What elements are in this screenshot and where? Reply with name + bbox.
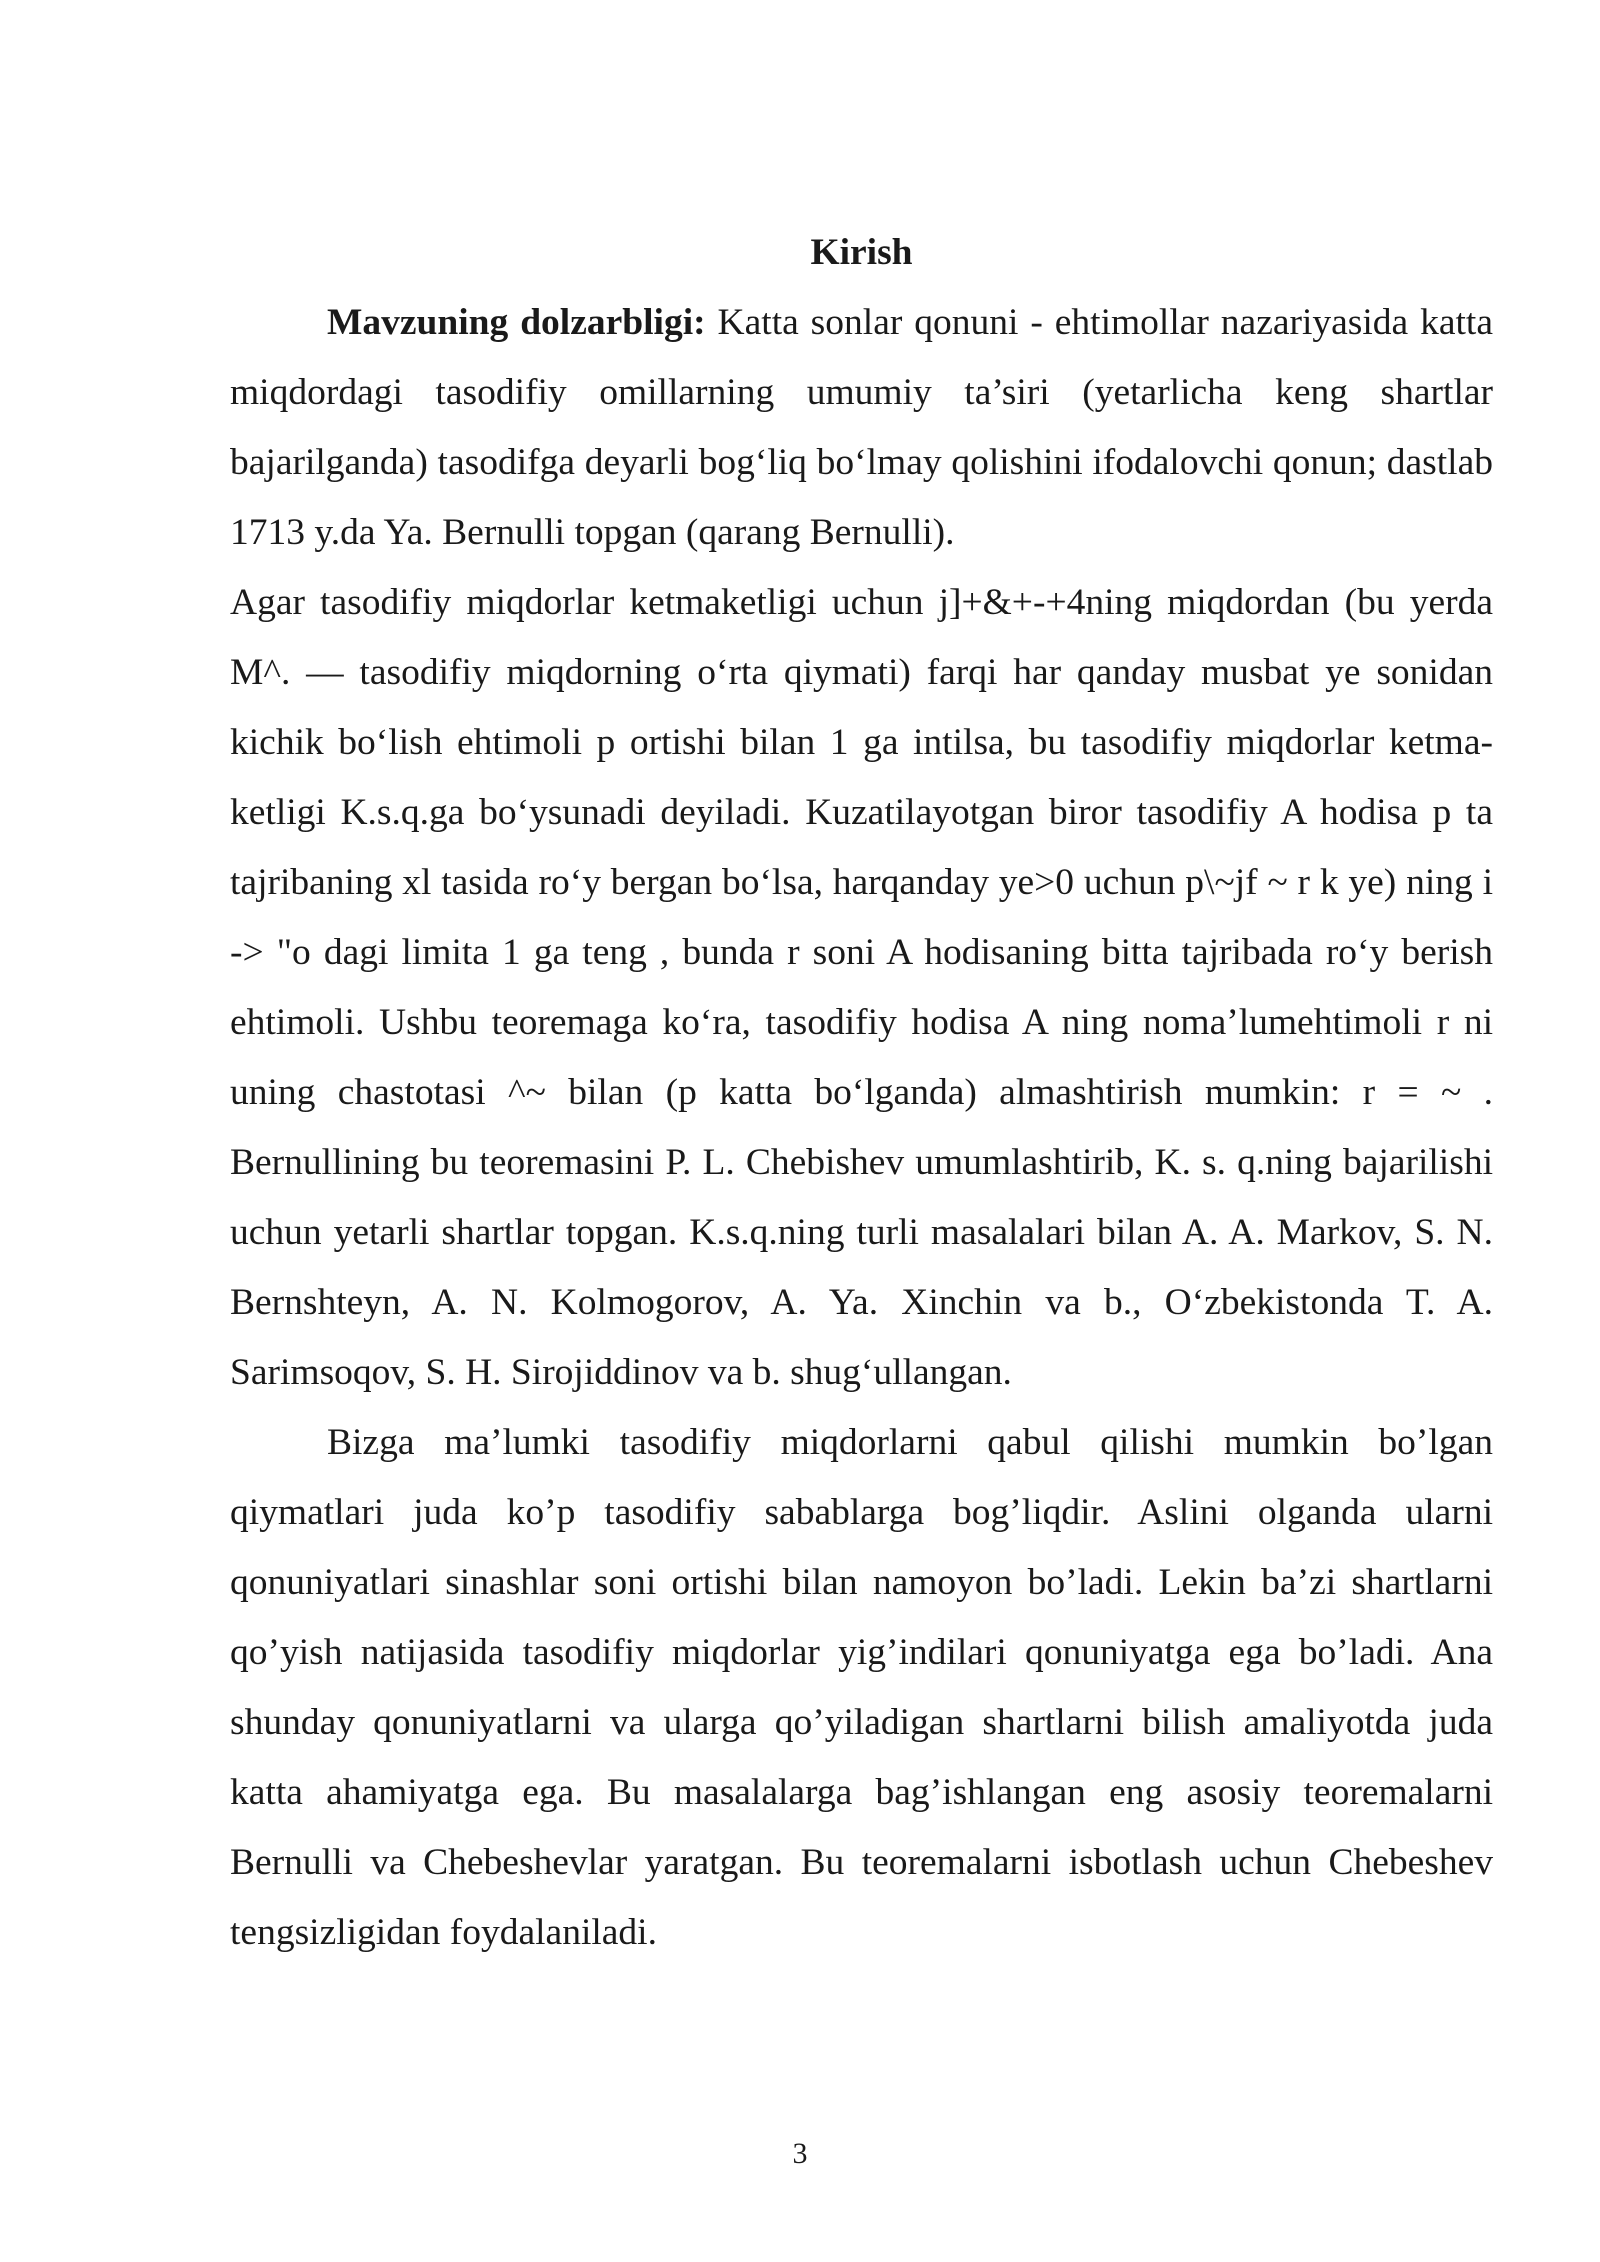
paragraph-2: Agar tasodifiy miqdorlar ketmaketligi uchun j]+&+-+4ning miqdordan (bu yerda M^. — tasodifiy miqdorning o‘rta qiymati) farqi har qanday musbat ye sonidan kichik bo‘lish ehtimoli p ortishi bilan 1 ga intilsa, bu tasodifiy miqdorlar ketma-ketligi K.s.q.ga bo‘ysunadi deyiladi. Kuzatilayotgan biror tasodifiy A hodisa p ta tajribaning xl tasida ro‘y bergan bo‘lsa, harqanday ye>0 uchun p\~jf ~ r k ye) ning i -> "o dagi limita 1 ga teng , bunda r soni A hodisaning bitta tajribada ro‘y berish ehtimoli. Ushbu teoremaga ko‘ra, tasodifiy hodisa A ning noma’lumehtimoli r ni uning chastotasi ^~ bilan (p katta bo‘lganda) almashtirish mumkin: r = ~ . Bernullining bu teoremasini P. L. Chebishev umumlashtirib, K. s. q.ning bajarilishi uchun yetarli shartlar topgan. K.s.q.ning turli masalalari bilan A. A. Markov, S. N. Bernshteyn, A. N. Kolmogorov, A. Ya. Xinchin va b., O‘zbekistonda T. A. Sarimsoqov, S. H. Sirojiddinov va b. shug‘ullangan. xyxy=(230,582,1493,1393)
page-content xyxy=(230,218,1493,1968)
paragraph-3: Bizga ma’lumki tasodifiy miqdorlarni qabul qilishi mumkin bo’lgan qiymatlari juda ko’p tasodifiy sabablarga bog’liqdir. Aslini olganda ularni qonuniyatlari sinashlar soni ortishi bilan namoyon bo’ladi. Lekin ba’zi shartlarni qo’yish natijasida tasodifiy miqdorlar yig’indilari qonuniyatga ega bo’ladi. Ana shunday qonuniyatlarni va ularga qo’yiladigan shartlarni bilish amaliyotda juda katta ahamiyatga ega. Bu masalalarga bag’ishlangan eng asosiy teoremalarni Bernulli va Chebeshevlar yaratgan. Bu teoremalarni isbotlash uchun Chebeshev tengsizligidan foydalaniladi. xyxy=(230,1422,1493,1953)
intro-text: Katta sonlar qonuni - ehtimollar nazariyasida katta miqdordagi tasodifiy omillarning umumiy ta’siri (yetarlicha keng shartlar bajarilganda) tasodifga deyarli bog‘liq bo‘lmay qolishini ifodalovchi qonun; dastlab 1713 y.da Ya. Bernulli topgan (qarang Bernulli). xyxy=(230,302,1493,553)
intro-lead: Mavzuning dolzarbligi: xyxy=(327,302,706,343)
section-heading: Kirish xyxy=(810,232,913,273)
page-number: 3 xyxy=(792,2137,808,2170)
intro-paragraph xyxy=(230,288,1493,568)
